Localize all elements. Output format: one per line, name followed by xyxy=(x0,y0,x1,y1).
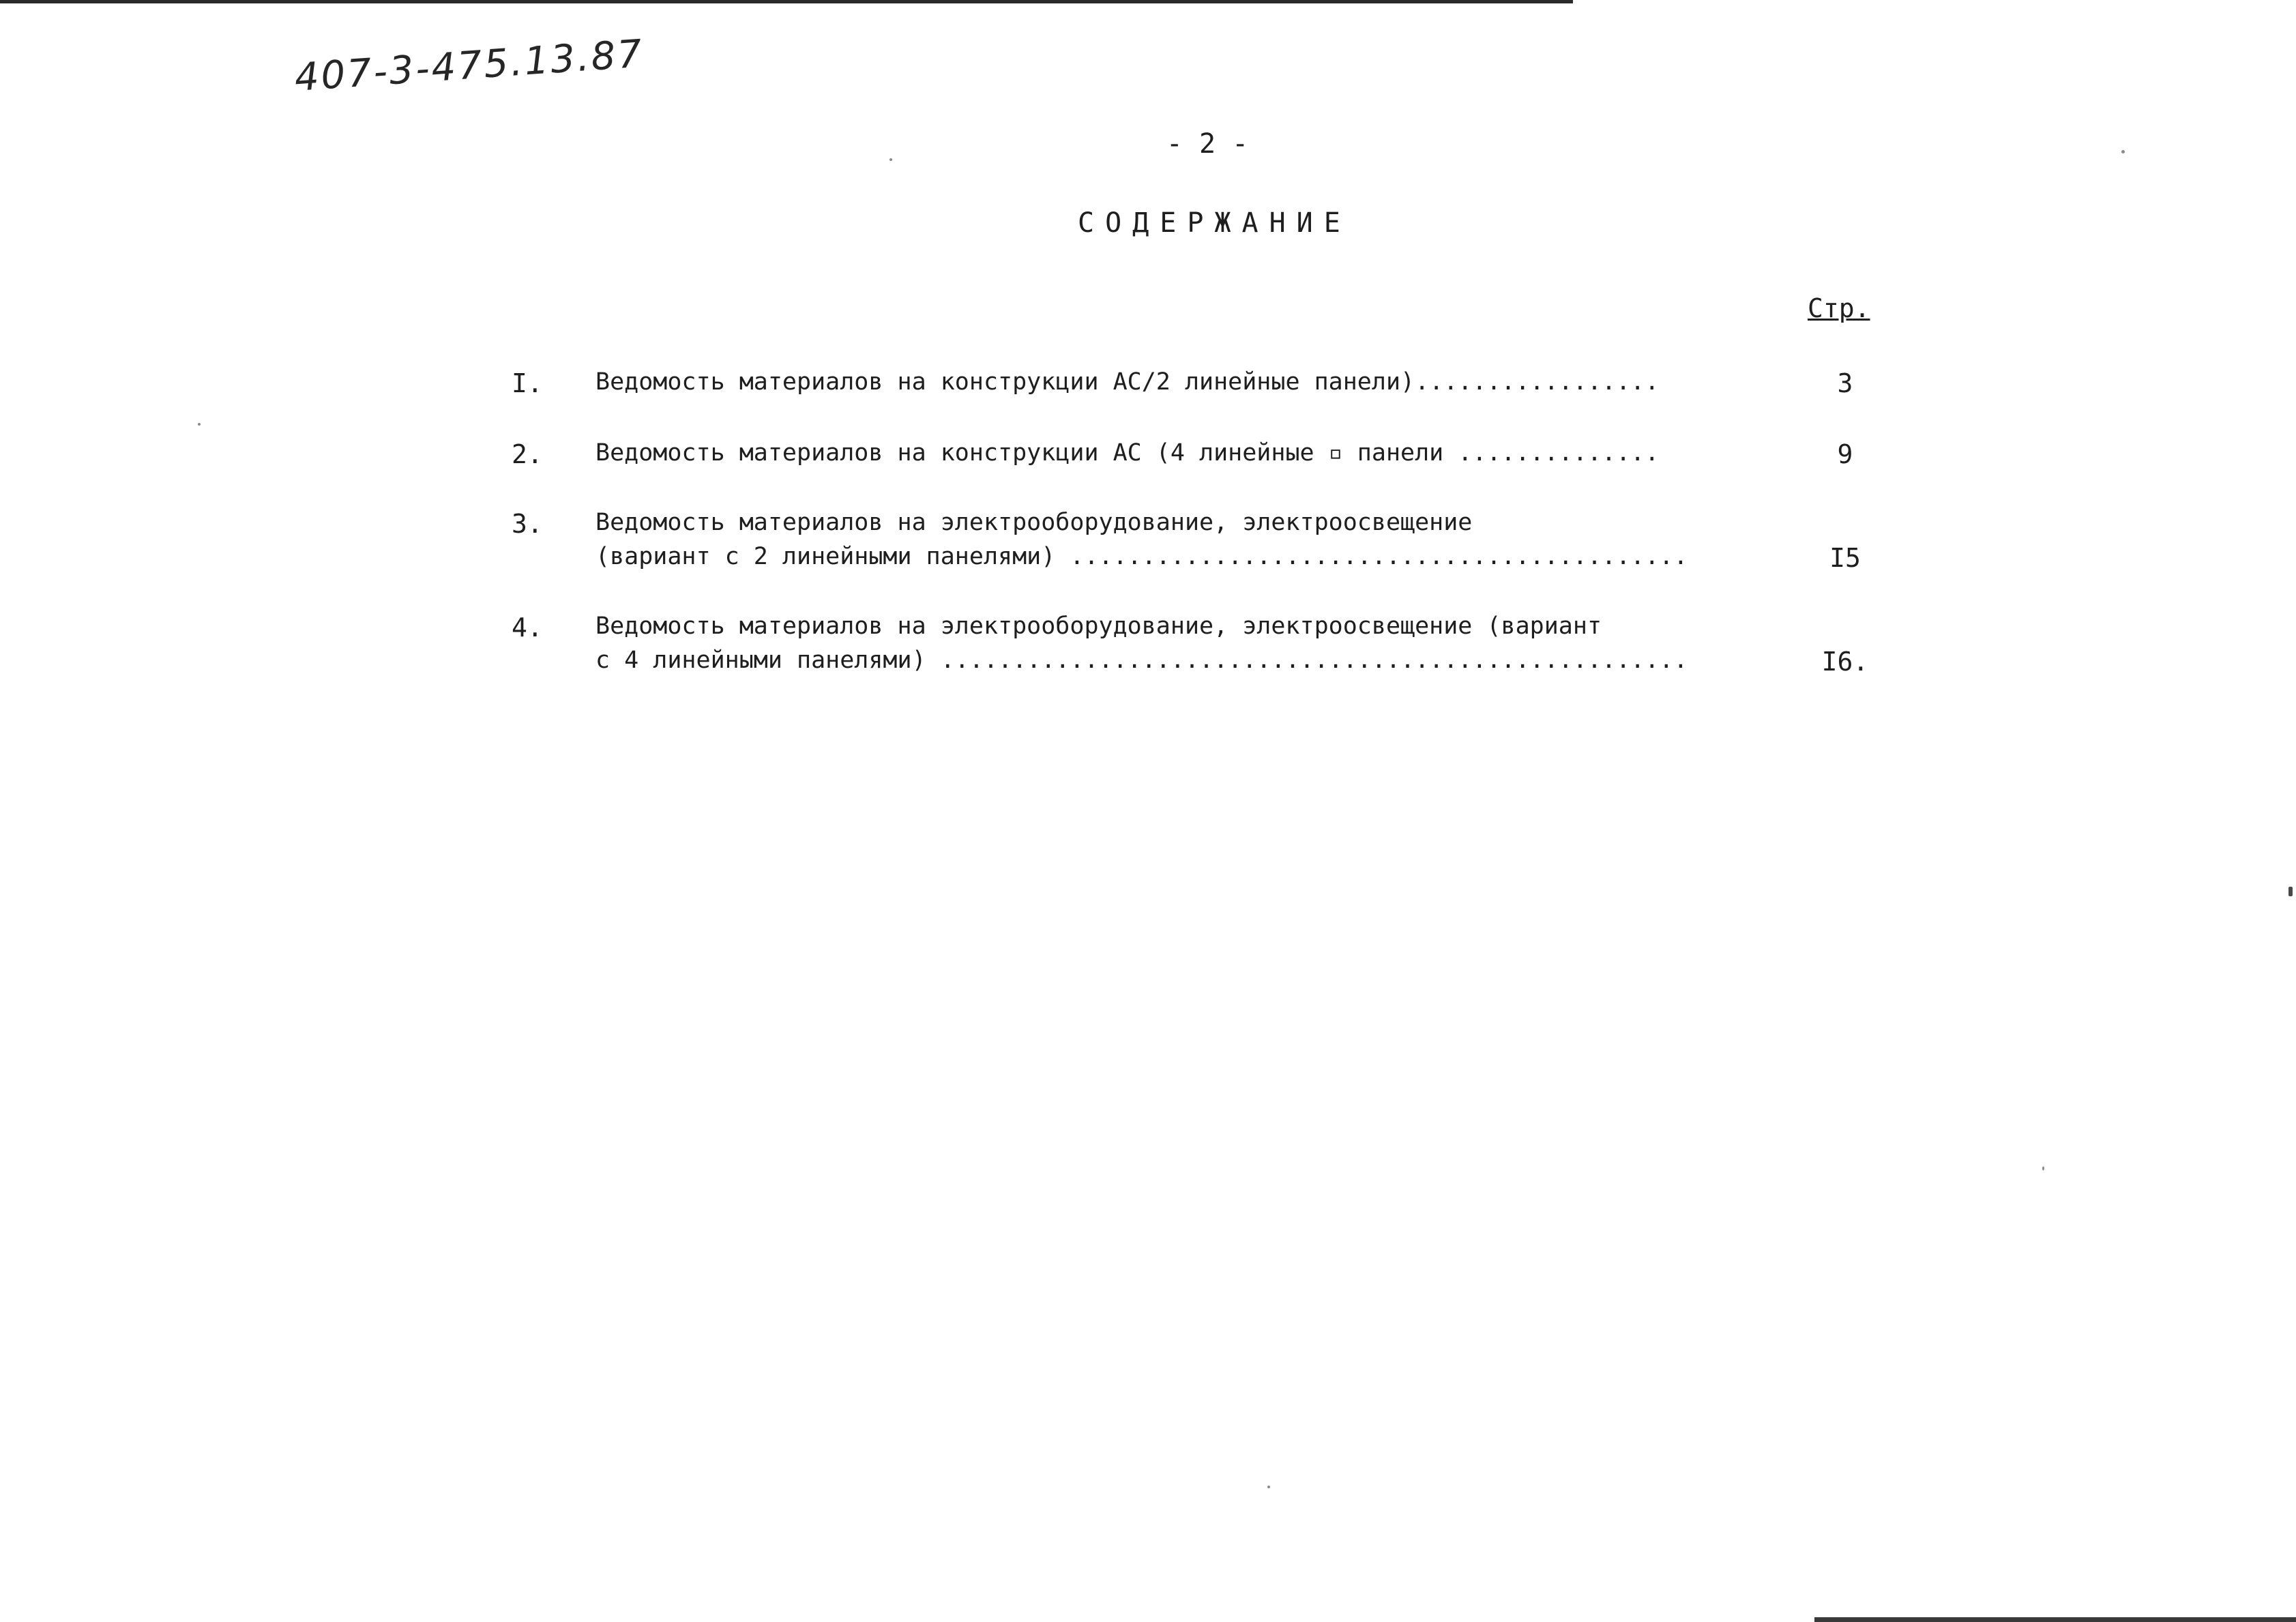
toc-entry-page: I6. xyxy=(1821,647,1869,677)
toc-entry-page: 9 xyxy=(1837,439,1853,469)
toc-entry-page: 3 xyxy=(1837,368,1853,398)
toc-entry-text: Ведомость материалов на конструкции АС (4 линейные ▫ панели .............. xyxy=(595,439,1660,467)
page-number: - 2 - xyxy=(1166,128,1249,160)
toc-entry-page: I5 xyxy=(1829,543,1861,573)
document-code: 407-3-475.13.87 xyxy=(293,31,645,100)
scan-speck xyxy=(889,158,892,161)
toc-entry-text: Ведомость материалов на электрооборудование, электроосвещение (вариант xyxy=(595,613,1602,640)
toc-entry-text: Ведомость материалов на конструкции АС/2 линейные панели)................. xyxy=(595,368,1660,396)
scan-speck xyxy=(1267,1486,1270,1488)
toc-entry-text-continued: с 4 линейными панелями) .................................................... xyxy=(595,647,1688,674)
scan-speck xyxy=(2121,150,2125,153)
scan-speck xyxy=(198,423,201,426)
document-title: СОДЕРЖАНИЕ xyxy=(1078,207,1351,239)
toc-entry-number: 2. xyxy=(512,439,543,469)
scan-speck xyxy=(2042,1166,2044,1170)
scan-edge-top xyxy=(0,0,1573,3)
scan-speck xyxy=(2288,887,2293,896)
toc-entry-text: Ведомость материалов на электрооборудование, электроосвещение xyxy=(595,509,1473,536)
page-column-header: Стр. xyxy=(1808,293,1870,323)
toc-entry-text-continued: (вариант с 2 линейными панелями) ........................................... xyxy=(595,543,1688,570)
scan-edge-bottom xyxy=(1814,1617,2296,1622)
toc-entry-number: 4. xyxy=(512,613,543,643)
toc-entry-number: 3. xyxy=(512,509,543,539)
toc-entry-number: I. xyxy=(512,368,543,398)
